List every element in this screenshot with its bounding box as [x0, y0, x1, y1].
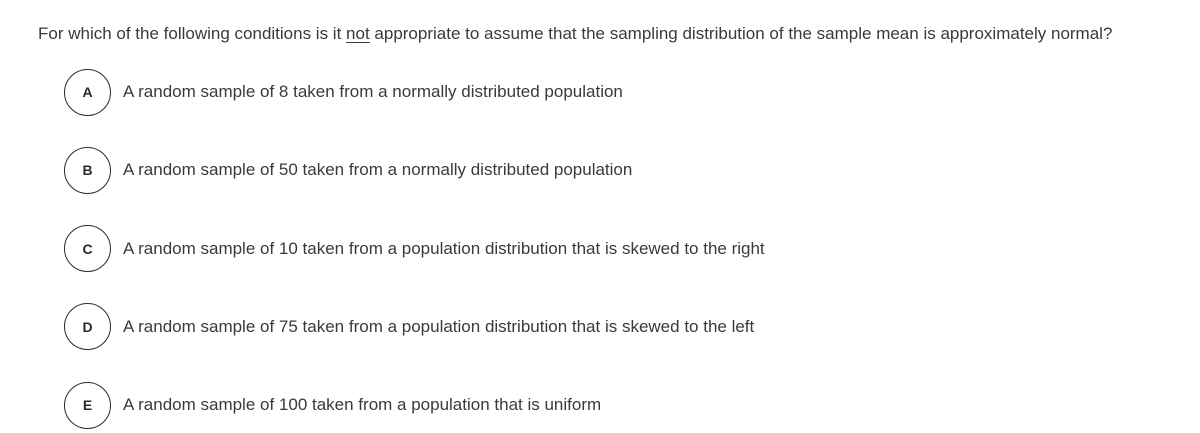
- question-prompt: [38, 22, 1112, 46]
- answer-choices: [64, 68, 765, 429]
- answer-choice-a[interactable]: [64, 68, 765, 116]
- choice-text-e[interactable]: A random sample of 100 taken from a population that is uniform: [123, 395, 602, 415]
- choice-text-b[interactable]: A random sample of 50 taken from a normally distributed population: [123, 160, 633, 180]
- choice-bubble-a[interactable]: A: [64, 69, 111, 116]
- choice-bubble-d[interactable]: D: [64, 303, 111, 350]
- choice-bubble-b[interactable]: B: [64, 147, 111, 194]
- answer-choice-e[interactable]: [64, 381, 765, 429]
- question-emphasis: not: [346, 24, 370, 43]
- choice-text-a[interactable]: A random sample of 8 taken from a normally distributed population: [123, 82, 623, 101]
- answer-choice-c[interactable]: [64, 225, 765, 273]
- answer-choice-d[interactable]: [64, 303, 765, 351]
- choice-text-d[interactable]: A random sample of 75 taken from a population distribution that is skewed to the left: [123, 316, 755, 336]
- choice-bubble-c[interactable]: C: [64, 225, 111, 272]
- question-text-before: For which of the following conditions is it: [38, 24, 347, 43]
- question-text-after: appropriate to assume that the sampling distribution of the sample mean is approximately normal?: [369, 24, 1113, 43]
- answer-choice-b[interactable]: [64, 146, 765, 194]
- choice-text-c[interactable]: A random sample of 10 taken from a population distribution that is skewed to the right: [123, 238, 765, 258]
- choice-bubble-e[interactable]: E: [64, 382, 111, 429]
